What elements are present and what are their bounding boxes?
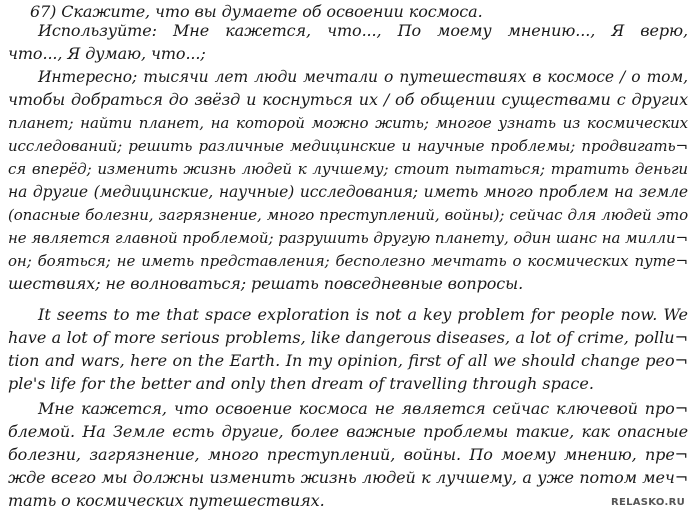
ideas-line: ся вперёд; изменить жизнь людей к лучшему; стоит пытаться; тратить деньги bbox=[8, 160, 688, 178]
ideas-line: (опасные болезни, загрязнение, много преступлений, войны); сейчас для людей это bbox=[8, 206, 688, 224]
answer-en-line: ple's life for the better and only then dream of travelling through space. bbox=[8, 374, 594, 393]
answer-ru-line: жде всего мы должны изменить жизнь людей к лучшему, а уже потом меч¬ bbox=[8, 468, 688, 487]
answer-ru-line: болезни, загрязнение, много преступлений, войны. По моему мнению, пре¬ bbox=[8, 445, 688, 464]
watermark: RELASKO.RU bbox=[610, 497, 685, 508]
exercise-heading: 67) Скажите, что вы думаете об освоении космоса. bbox=[30, 2, 483, 21]
answer-ru-line: Мне кажется, что освоение космоса не является сейчас ключевой про¬ bbox=[38, 399, 688, 418]
answer-en-line: have a lot of more serious problems, like dangerous diseases, a lot of crime, pollu¬ bbox=[8, 328, 688, 347]
ideas-line: не является главной проблемой; разрушить другую планету, один шанс на милли¬ bbox=[8, 229, 688, 247]
instruction-line: что..., Я думаю, что...; bbox=[8, 44, 206, 63]
answer-en-line: It seems to me that space exploration is not a key problem for people now. We bbox=[38, 305, 688, 324]
instruction-line: Используйте: Мне кажется, что..., По моему мнению..., Я верю, bbox=[38, 21, 688, 40]
ideas-line: планет; найти планет, на которой можно жить; многое узнать из космических bbox=[8, 114, 688, 132]
ideas-line: исследований; решить различные медицинские и научные проблемы; продвигать¬ bbox=[8, 137, 688, 155]
ideas-line: Интересно; тысячи лет люди мечтали о путешествиях в космосе / о том, bbox=[38, 68, 688, 86]
ideas-line: чтобы добраться до звёзд и коснуться их / об общении существами с других bbox=[8, 90, 688, 109]
answer-en-line: tion and wars, here on the Earth. In my opinion, first of all we should change peo¬ bbox=[8, 351, 688, 370]
ideas-line: на другие (медицинские, научные) исследования; иметь много проблем на земле bbox=[8, 183, 688, 201]
answer-ru-line: блемой. На Земле есть другие, более важные проблемы такие, как опасные bbox=[8, 422, 688, 441]
ideas-line: шествиях; не волноваться; решать повседневные вопросы. bbox=[8, 274, 524, 293]
answer-ru-line: тать о космических путешествиях. bbox=[8, 491, 325, 510]
ideas-line: он; бояться; не иметь представления; бесполезно мечтать о космических путе¬ bbox=[8, 252, 688, 270]
